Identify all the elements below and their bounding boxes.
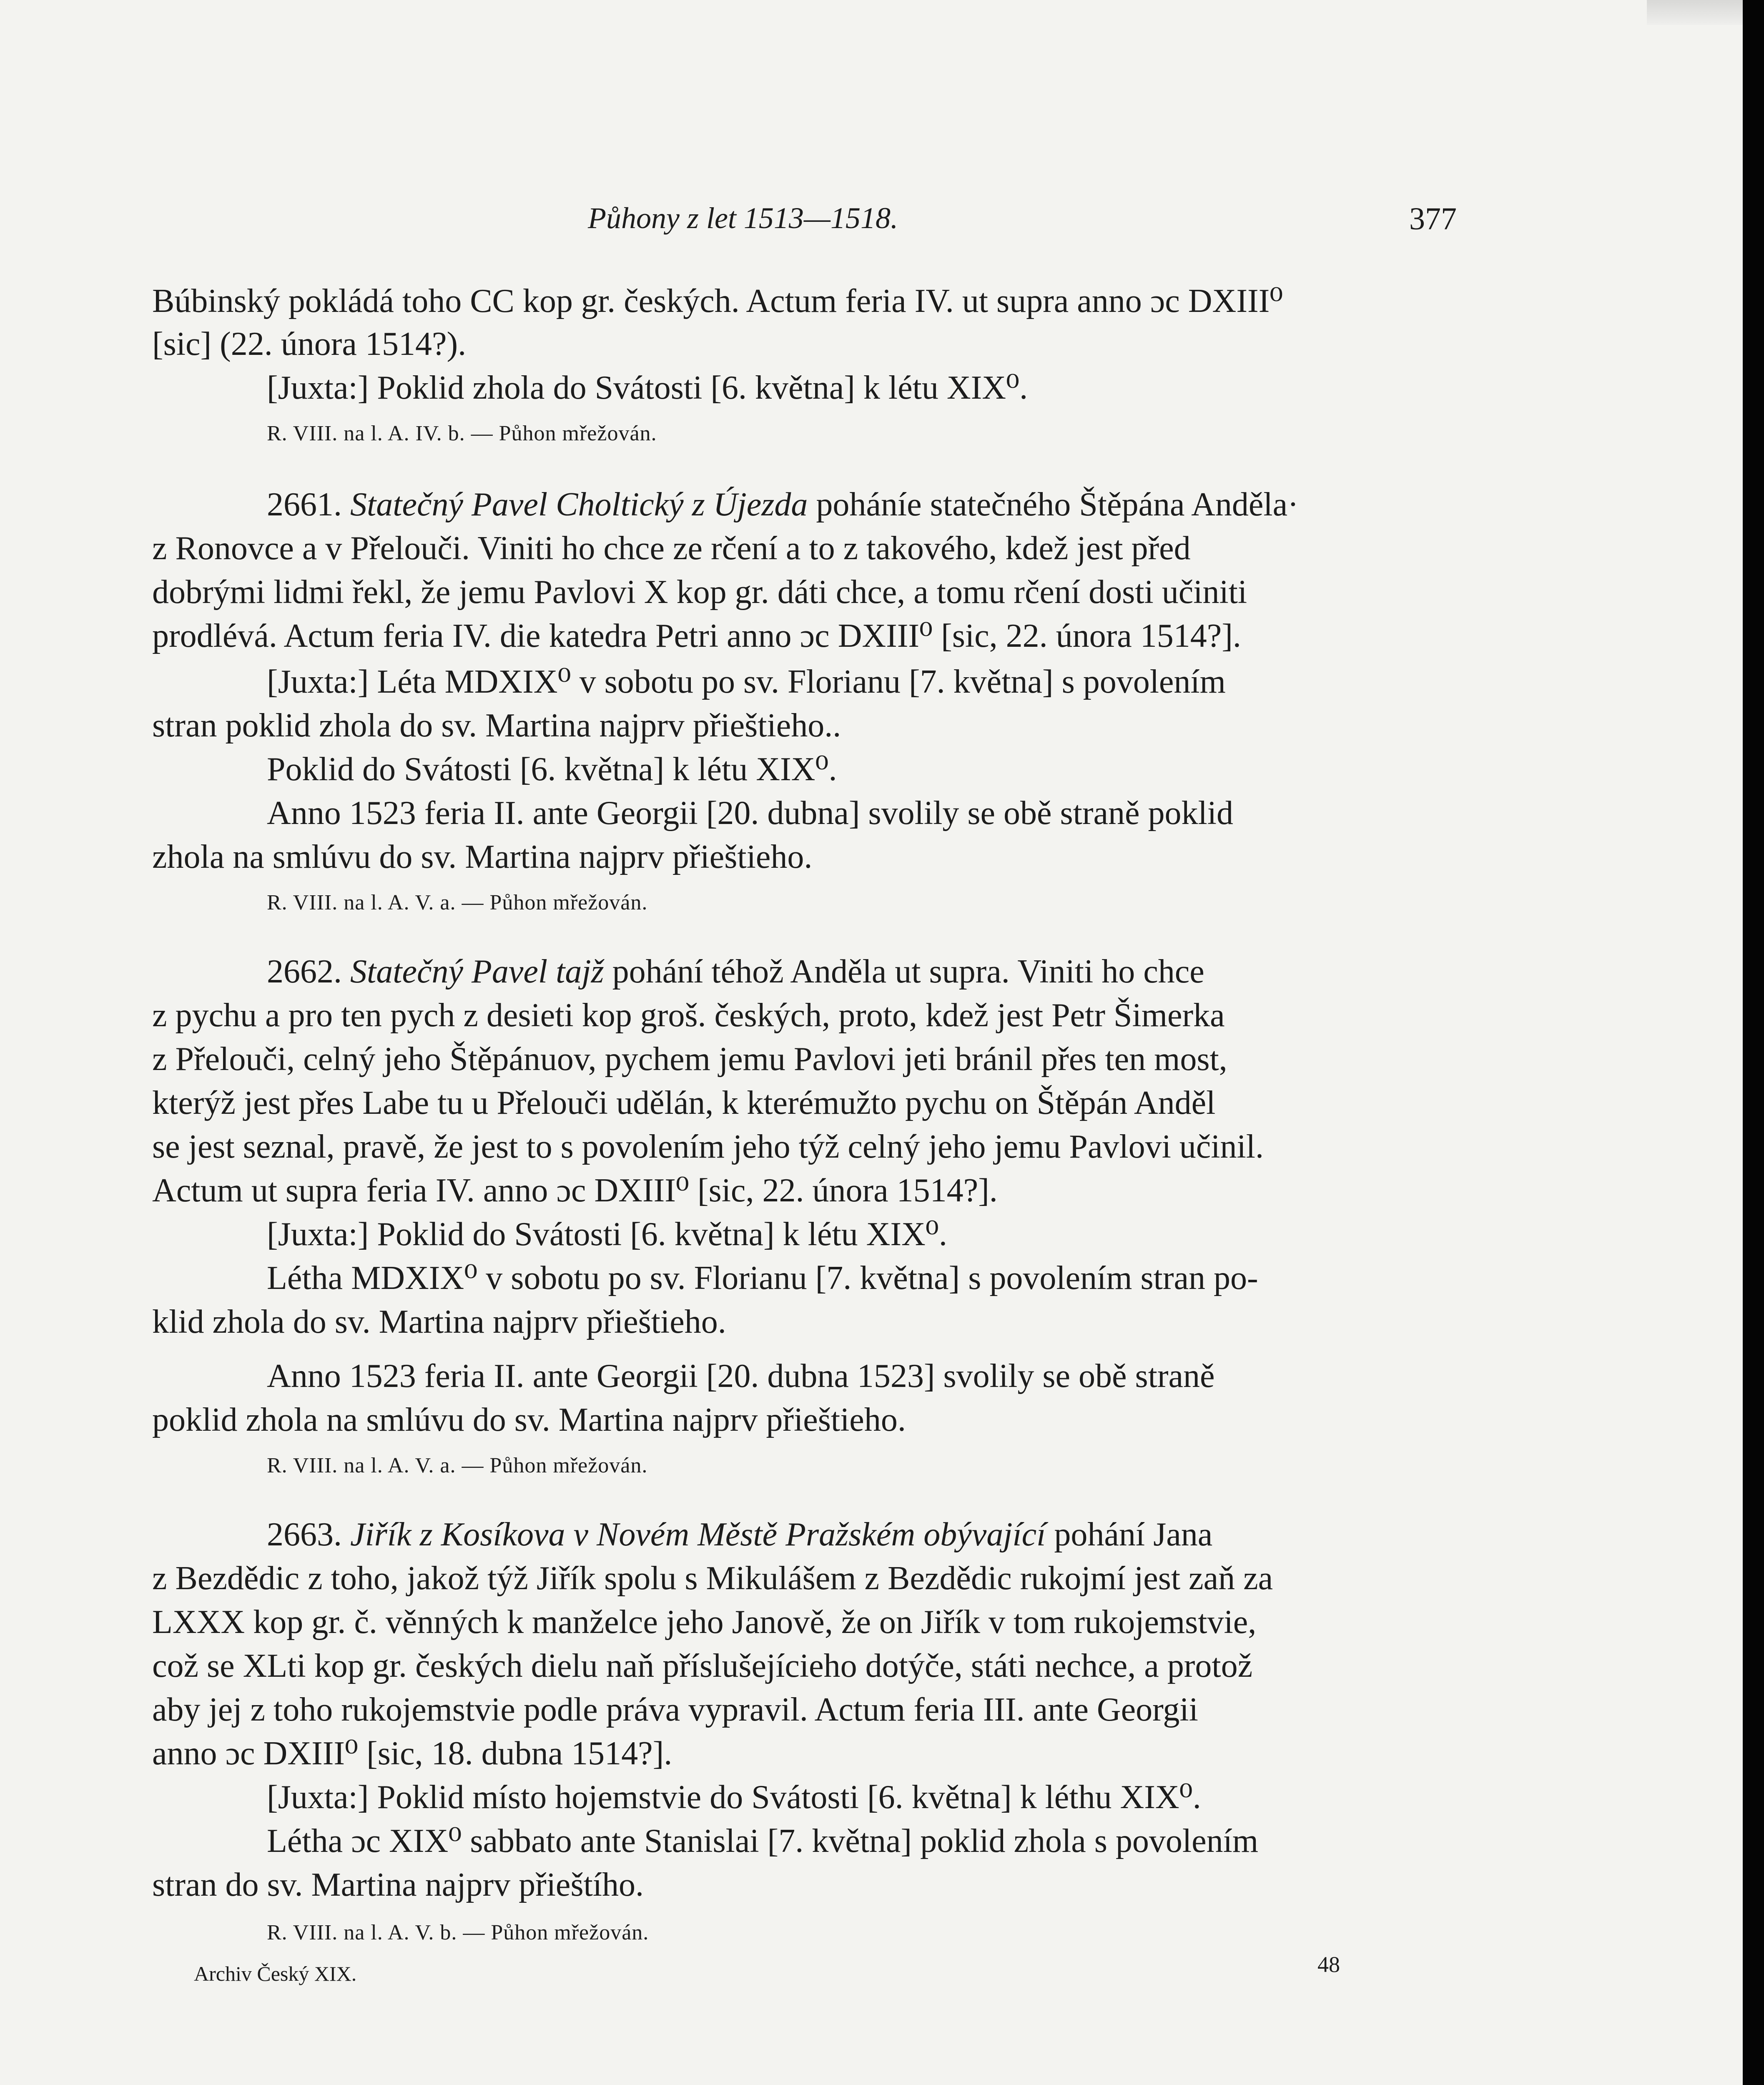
text-line: [sic] (22. února 1514?). [152,326,467,362]
archive-reference: R. VIII. na l. A. V. b. — Půhon mřežován. [267,1921,649,1944]
text-line: z pychu a pro ten pych z desieti kop groš. českých, proto, kdež jest Petr Šimerka [152,997,1225,1034]
text-line: Létha MDXIX⁰ v sobotu po sv. Florianu [7. května] s povolením stran po- [267,1260,1258,1296]
text-line: což se XLti kop gr. českých dielu naň příslušejícieho dotýče, státi nechce, a protož [152,1648,1253,1684]
scan-edge-strip [1743,0,1764,2085]
running-title: Půhony z let 1513—1518. [588,201,898,235]
text-line: pohání Jana [1054,1516,1213,1553]
text-line: [Juxta:] Poklid místo hojemstvie do Svátosti [6. května] k léthu XIX⁰. [267,1779,1201,1816]
text-line: LXXX kop gr. č. věnných k manželce jeho Janově, že on Jiřík v tom rukojemstvie, [152,1604,1257,1640]
text-line: [Juxta:] Léta MDXIX⁰ v sobotu po sv. Florianu [7. května] s povolením [267,663,1226,700]
text-line: dobrými lidmi řekl, že jemu Pavlovi X kop gr. dáti chce, a tomu rčení dosti učiniti [152,574,1247,610]
text-line: Búbinský pokládá toho CC kop gr. českých. Actum feria IV. ut supra anno ɔc DXIII⁰ [152,283,1283,319]
entry-number: 2663. [267,1516,342,1553]
sheet-number: 48 [1317,1952,1340,1977]
text-line: aby jej z toho rukojemstvie podle práva vypravil. Actum feria III. ante Georgii [152,1691,1198,1728]
archive-reference: R. VIII. na l. A. V. a. — Půhon mřežován. [267,891,648,914]
footer-signature: Archiv Český XIX. [194,1962,357,1985]
text-line: [Juxta:] Poklid do Svátosti [6. května] k létu XIX⁰. [267,1216,947,1253]
text-line: z Ronovce a v Přelouči. Viniti ho chce ze rčení a to z takového, kdež jest před [152,530,1191,567]
text-line: klid zhola do sv. Martina najprv přieštieho. [152,1304,726,1340]
plaintiff-name: Statečný Pavel Choltický z Újezda [350,486,808,523]
entry-first-line [267,484,1299,525]
text-line: poháníe statečného Štěpána Anděla· [816,486,1299,523]
text-line: Anno 1523 feria II. ante Georgii [20. dubna 1523] svolily se obě straně [267,1358,1215,1394]
text-line: poklid zhola na smlúvu do sv. Martina najprv přieštieho. [152,1402,906,1438]
text-line: Anno 1523 feria II. ante Georgii [20. dubna] svolily se obě straně poklid [267,795,1233,831]
entry-first-line [267,1514,1212,1555]
plaintiff-name: Jiřík z Kosíkova v Novém Městě Pražském obývající [350,1516,1046,1553]
text-line: Actum ut supra feria IV. anno ɔc DXIII⁰ [sic, 22. února 1514?]. [152,1172,998,1209]
text-line: [Juxta:] Poklid zhola do Svátosti [6. května] k létu XIX⁰. [267,369,1028,406]
page-number: 377 [1409,201,1457,236]
plaintiff-name: Statečný Pavel tajž [350,953,604,990]
page-header [0,201,1764,247]
entry-number: 2662. [267,953,342,990]
text-line: zhola na smlúvu do sv. Martina najprv přieštieho. [152,839,813,875]
text-line: kterýž jest přes Labe tu u Přelouči udělán, k kterémužto pychu on Štěpán Anděl [152,1085,1216,1121]
archive-reference: R. VIII. na l. A. IV. b. — Půhon mřežován. [267,422,657,445]
entry-number: 2661. [267,486,342,523]
text-line: z Bezdědic z toho, jakož týž Jiřík spolu s Mikulášem z Bezdědic rukojmí jest zaň za [152,1560,1273,1597]
text-line: Poklid do Svátosti [6. května] k létu XIX⁰. [267,751,837,788]
text-line: prodlévá. Actum feria IV. die katedra Petri anno ɔc DXIII⁰ [sic, 22. února 1514?]. [152,618,1241,654]
text-line: pohání téhož Anděla ut supra. Viniti ho chce [612,953,1204,990]
scan-corner-mark [1647,0,1743,25]
text-line: anno ɔc DXIII⁰ [sic, 18. dubna 1514?]. [152,1735,672,1772]
text-line: stran poklid zhola do sv. Martina najprv přieštieho.. [152,707,841,744]
text-line: se jest seznal, pravě, že jest to s povolením jeho týž celný jeho jemu Pavlovi učinil. [152,1128,1264,1165]
entry-first-line [267,951,1204,992]
text-line: Létha ɔc XIX⁰ sabbato ante Stanislai [7. května] poklid zhola s povolením [267,1823,1259,1859]
text-line: z Přelouči, celný jeho Štěpánuov, pychem jemu Pavlovi jeti bránil přes ten most, [152,1041,1227,1078]
archive-reference: R. VIII. na l. A. V. a. — Půhon mřežován. [267,1454,648,1477]
text-line: stran do sv. Martina najprv přieštího. [152,1866,644,1903]
